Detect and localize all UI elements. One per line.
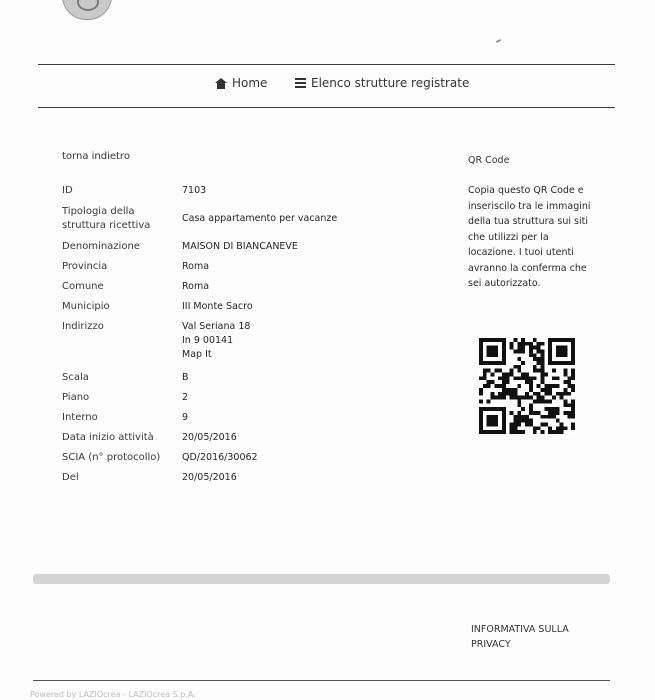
detail-label: Tipologia della struttura ricettiva [62,206,151,231]
footer-text: Powered by LAZIOcrea - LAZIOcrea S.p.A. [30,690,196,699]
list-icon [295,78,306,88]
detail-value: MAISON DI BIANCANEVE [182,241,298,252]
qr-title: QR Code [468,155,510,166]
main-nav [0,76,655,96]
detail-value: QD/2016/30062 [182,452,258,463]
detail-label: Piano [62,392,90,403]
back-link[interactable]: torna indietro [62,151,130,162]
detail-value: 20/05/2016 [182,472,237,483]
nav-home-label: Home [232,76,268,90]
home-icon [215,78,227,89]
detail-label: Del [62,472,79,483]
detail-label: ID [62,185,73,196]
footer-separator-bar [33,574,610,584]
detail-label: Data inizio attività [62,432,154,443]
scan-speck [496,39,501,43]
detail-label: Scala [62,372,89,383]
nav-home-link[interactable] [215,76,267,90]
detail-label: Indirizzo [62,321,104,332]
detail-label: Provincia [62,261,108,272]
header-divider-bottom [38,107,615,108]
header-divider-top [38,64,615,65]
nav-list-label: Elenco strutture registrate [311,76,470,90]
privacy-link[interactable]: INFORMATIVA SULLA PRIVACY [471,624,569,650]
detail-value: III Monte Sacro [182,301,253,312]
logo [62,0,112,20]
detail-value: 20/05/2016 [182,432,237,443]
nav-list-link[interactable] [295,76,469,90]
detail-value: Roma [182,261,210,272]
detail-value: Val Seriana 18 In 9 00141 Map It [182,321,251,360]
qr-code-image [479,338,575,434]
qr-description: Copia questo QR Code e inseriscilo tra le immagini della tua struttura sui siti che utilizzi per la locazione. I tuoi utenti avranno la conferma che sei autorizzato. [468,185,591,289]
detail-label: Denominazione [62,241,140,252]
detail-label: SCIA (n° protocollo) [62,452,161,463]
detail-value: B [182,372,189,383]
detail-value: 9 [182,412,189,423]
detail-label: Interno [62,412,98,423]
detail-value: Roma [182,281,210,292]
detail-value: 7103 [182,185,207,196]
detail-value: 2 [182,392,189,403]
detail-value: Casa appartamento per vacanze [182,213,338,224]
footer-divider [33,680,610,681]
detail-label: Municipio [62,301,110,312]
detail-label: Comune [62,281,104,292]
